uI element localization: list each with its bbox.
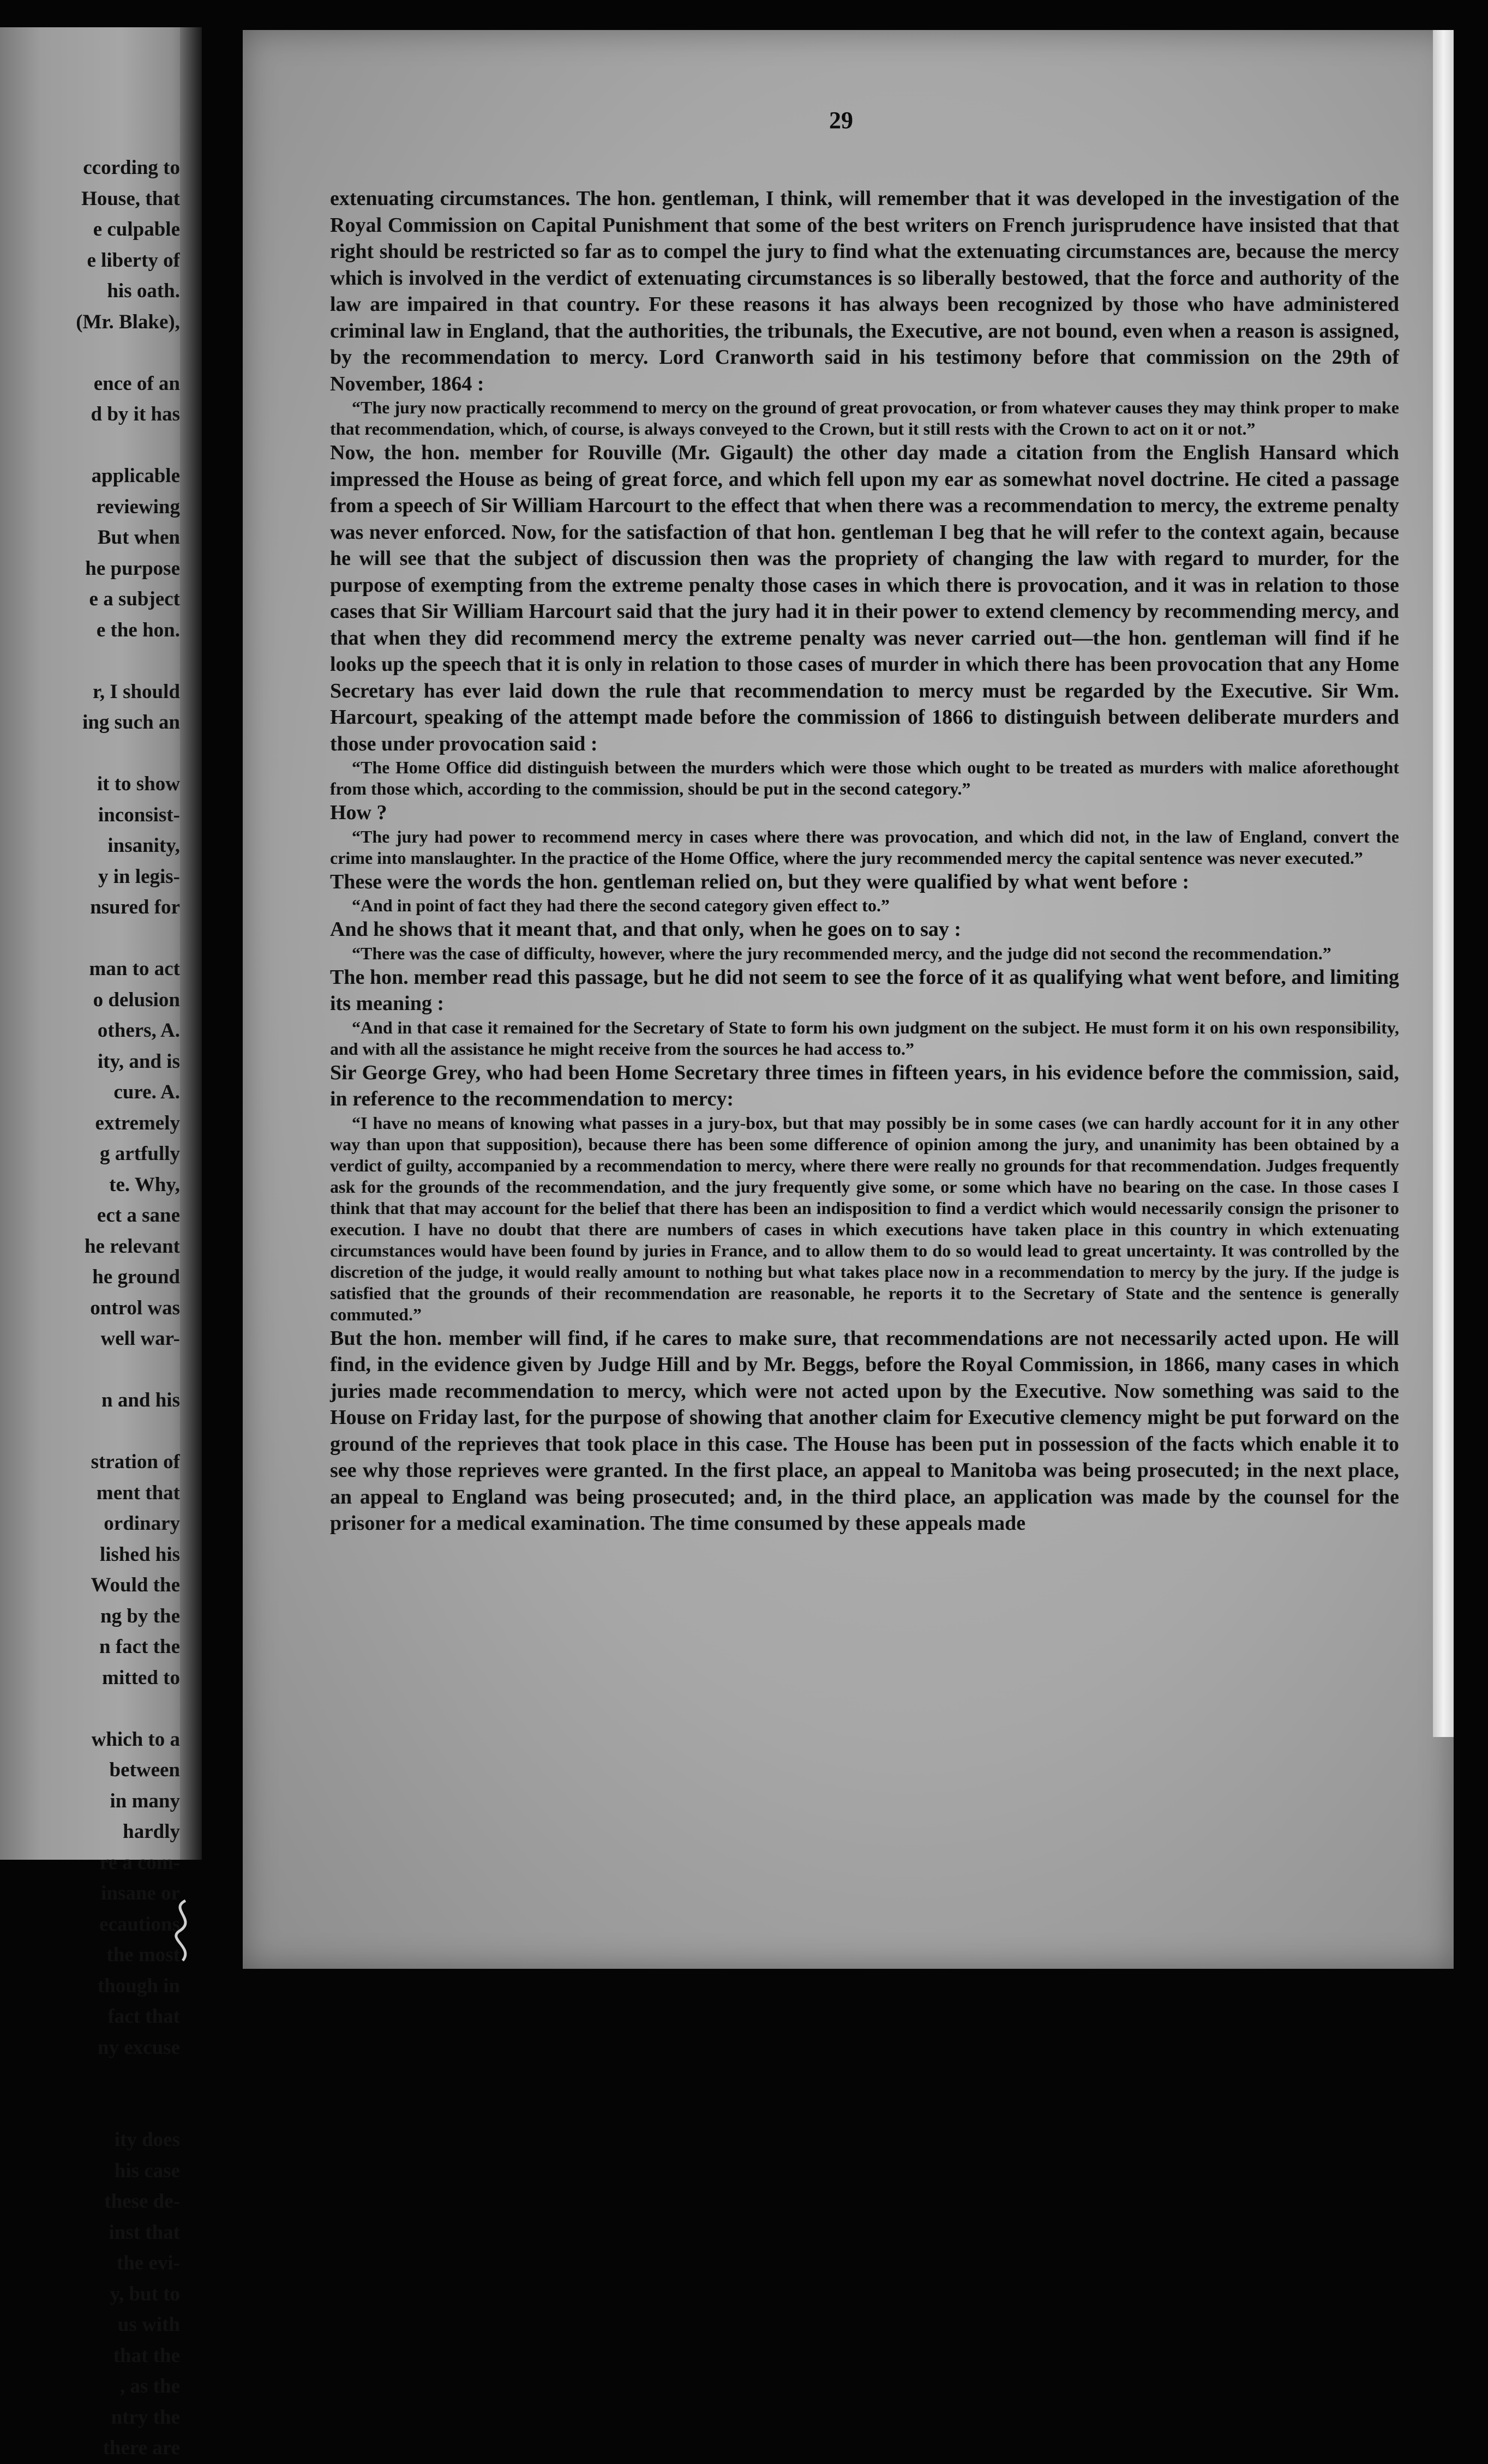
facing-page-line: ecautions xyxy=(99,1913,180,1936)
facing-page-line: ordinary xyxy=(104,1512,180,1535)
facing-page-line: extremely xyxy=(95,1111,180,1134)
paragraph: Sir George Grey, who had been Home Secretary three times in fifteen years, in his evidence before the commission, said, in reference to the recommendation to mercy: xyxy=(330,1061,1399,1110)
facing-page-line: which to a xyxy=(91,1728,180,1751)
document-page xyxy=(243,30,1454,1969)
facing-page-line: ity does xyxy=(114,2129,180,2151)
paragraph: But the hon. member will find, if he cares to make sure, that recommendations are not necessarily acted upon. He will find, in the evidence given by Judge Hill and by Mr. Beggs, before the Royal Commission, in 1866, many cases in which juries made recommendation to mercy, which were not acted upon by the Executive. Now something was said to the House on Friday last, for the purpose of showing that another claim for Executive clemency might be put forward on the ground of the reprieves that took place in this case. The House has been put in possession of the facts which enable it to see why those reprieves were granted. In the first place, an appeal to Manitoba was being prosecuted; in the next place, an appeal to England was being prosecuted; and, in the third place, an application was made by the counsel for the prisoner for a medical examination. The time consumed by these appeals made xyxy=(330,1326,1399,1535)
facing-page-line xyxy=(0,2063,180,2094)
paragraph: How ? xyxy=(330,801,387,824)
facing-page-line: ontrol was xyxy=(90,1296,180,1319)
facing-page-line: stration of xyxy=(91,1451,180,1473)
block-quote: “The jury had power to recommend mercy in cases where there was provocation, and which did not, in the law of England, convert the crime into manslaughter. In the practice of the Home Office, where the jury recommended mercy the capital sentence was never executed.” xyxy=(330,826,1399,868)
facing-page-line: re a com- xyxy=(99,1851,180,1874)
facing-page-line: man to act xyxy=(89,958,180,980)
facing-page-line: cure. A. xyxy=(113,1081,180,1103)
facing-page-line: others, A. xyxy=(97,1019,180,1042)
facing-page-line xyxy=(0,646,180,677)
facing-page-line: e culpable xyxy=(93,218,180,241)
facing-page-line xyxy=(0,430,180,461)
facing-page-line: applicable xyxy=(91,465,180,487)
facing-page-line: ny excuse xyxy=(97,2036,180,2059)
facing-page-line: lished his xyxy=(99,1543,180,1566)
facing-page-line xyxy=(0,923,180,954)
facing-page-line: ect a sane xyxy=(97,1204,180,1227)
facing-page-line xyxy=(0,338,180,369)
facing-page-line: insane or xyxy=(101,1882,180,1904)
facing-page-line: n fact the xyxy=(99,1636,180,1658)
facing-page-line: e liberty of xyxy=(87,249,180,272)
facing-page-text xyxy=(0,153,180,2464)
book-spine xyxy=(180,27,202,1860)
facing-page-line: insanity, xyxy=(107,834,180,857)
pen-mark-icon xyxy=(164,1898,207,1963)
paragraph: extenuating circumstances. The hon. gentleman, I think, will remember that it was developed in the investigation of the Royal Commission on Capital Punishment that some of the best writers on French jurisprudence have insisted that that right should be restricted so far as to compel the jury to find what the extenuating circumstances are, because the mercy which is involved in the verdict of extenuating circumstances is so liberally bestowed, that the force and authority of the law are impaired in that country. For these reasons it has always been recognized by those who have administered criminal law in England, that the authorities, the tribunals, the Executive, are not bound, even when a reason is assigned, by the recommendation to mercy. Lord Cranworth said in his testimony before that commission on the 29th of November, 1864 : xyxy=(330,187,1399,395)
facing-page-line xyxy=(0,1355,180,1386)
paragraph: Now, the hon. member for Rouville (Mr. Gigault) the other day made a citation from the English Hansard which impressed the House as being of great force, and which fell upon my ear as somewhat novel doctrine. He cited a passage from a speech of Sir William Harcourt to the effect that when there was a recommendation to mercy, the extreme penalty was never enforced. Now, for the satisfaction of that hon. gentleman I beg that he will refer to the context again, because he will see that the subject of discussion then was the propriety of changing the law with regard to murder, for the purpose of exempting from the extreme penalty those cases in which there is provocation, and it was in relation to those cases that Sir William Harcourt said that the jury had it in their power to extend clemency by recommending mercy, and that when they did recommend mercy the extreme penalty was never carried out—the hon. gentleman will find if he looks up the speech that it is only in relation to those cases of murder in which there has been provocation that any Home Secretary has ever laid down the rule that recommendation to mercy must be regarded by the Executive. Sir Wm. Harcourt, speaking of the attempt made before the commission of 1866 to distinguish between deliberate murders and those under provocation said : xyxy=(330,441,1399,755)
page-number: 29 xyxy=(829,107,853,134)
facing-page-line: te. Why, xyxy=(109,1173,180,1196)
paragraph: The hon. member read this passage, but he did not seem to see the force of it as qualifying what went before, and limiting its meaning : xyxy=(330,965,1399,1015)
facing-page-line: that the xyxy=(113,2344,180,2367)
facing-page-line: o delusion xyxy=(93,988,180,1011)
facing-page-line: (Mr. Blake), xyxy=(76,310,180,333)
facing-page-line: he ground xyxy=(92,1266,180,1288)
facing-page-line: well war- xyxy=(100,1327,180,1350)
block-quote: “And in point of fact they had there the second category given effect to.” xyxy=(352,896,890,915)
facing-page-line: ity, and is xyxy=(97,1050,180,1073)
facing-page-line: reviewing xyxy=(96,495,180,518)
facing-page-line: r, I should xyxy=(92,680,180,703)
facing-page-line xyxy=(0,1693,180,1724)
block-quote: “The Home Office did distinguish between the murders which were those which ought to be treated as murders with malice aforethought from those which, according to the commission, should be put in the second category.” xyxy=(330,758,1399,798)
facing-page-line: though in xyxy=(97,1974,180,1997)
facing-page-line: his oath. xyxy=(107,280,180,302)
facing-page-line: ence of an xyxy=(93,372,180,395)
facing-page-line: e a subject xyxy=(89,588,180,610)
facing-page-line: ng by the xyxy=(100,1604,180,1627)
facing-page-line: in many xyxy=(110,1789,180,1812)
page-edge xyxy=(1433,30,1454,1737)
facing-page-line: mitted to xyxy=(102,1666,180,1689)
paragraph: And he shows that it meant that, and that only, when he goes on to say : xyxy=(330,918,962,941)
facing-page-line: the evi- xyxy=(116,2252,180,2274)
facing-page-line: House, that xyxy=(81,187,180,210)
page-body xyxy=(330,185,1399,1537)
facing-page-fragment xyxy=(0,27,202,2459)
facing-page-line: d by it has xyxy=(91,403,180,425)
facing-page-line: there are xyxy=(103,2437,180,2459)
facing-page-line: hardly xyxy=(123,1820,180,1843)
facing-page-line xyxy=(0,1416,180,1447)
facing-page-line: between xyxy=(109,1759,180,1781)
block-quote: “I have no means of knowing what passes in a jury-box, but that may possibly be in some cases (we can hardly account for it in any other way than upon that supposition), because there has been some difference of opinion among the jury, and unanimity has been obtained by a verdict of guilty, accompanied by a recommendation to mercy, where there were really no grounds for that recommendation. Judges frequently ask for the grounds of the recommendation, and the jury frequently give some, or some which have no bearing on the case. In those cases I think that that may account for the belief that there has been an indisposition to find a verdict which would necessarily consign the prisoner to execution. I have no doubt that there are numbers of cases in which executions have taken place in this country in which extenuating circumstances would have been found by juries in France, and to allow them to do so would lead to great uncertainty. It was controlled by the discretion of the judge, it would really amount to nothing but what takes place now in a recommendation to mercy by the jury. If the judge is satisfied that the grounds of their recommendation are reasonable, he reports it to the Secretary of State and the sentence is generally commuted.” xyxy=(330,1113,1399,1324)
facing-page-line: inconsist- xyxy=(98,803,180,826)
facing-page-line: nsured for xyxy=(90,896,180,918)
block-quote: “And in that case it remained for the Secretary of State to form his own judgment on the subject. He must form it on his own responsibility, and with all the assistance he might receive from the sources he had access to.” xyxy=(330,1017,1399,1059)
facing-page-line: e the hon. xyxy=(96,618,180,641)
facing-page-line: he purpose xyxy=(85,557,180,580)
facing-page-line: , as the xyxy=(120,2375,180,2397)
facing-page-line: g artfully xyxy=(100,1143,180,1165)
facing-page-line: But when xyxy=(97,526,180,549)
block-quote: “The jury now practically recommend to mercy on the ground of great provocation, or from whatever causes they may think proper to make that recommendation, which, of course, is always conveyed to the Crown, but it still rests with the Crown to act on it or not.” xyxy=(330,398,1399,438)
facing-page-line: these de- xyxy=(104,2190,180,2213)
facing-page-line: Would the xyxy=(91,1574,180,1596)
paragraph: These were the words the hon. gentleman relied on, but they were qualified by what went before : xyxy=(330,870,1190,893)
facing-page-line: it to show xyxy=(97,773,180,795)
facing-page-line: fact that xyxy=(107,2005,180,2028)
facing-page-line: the most xyxy=(106,1944,180,1966)
facing-page-line: y in legis- xyxy=(98,865,180,888)
block-quote: “There was the case of difficulty, however, where the jury recommended mercy, and the judge did not second the recommendation.” xyxy=(352,943,1331,963)
facing-page-line: n and his xyxy=(101,1389,180,1411)
facing-page-line: ccording to xyxy=(83,157,180,179)
facing-page-line xyxy=(0,738,180,770)
facing-page-line xyxy=(0,2094,180,2125)
facing-page-line: ntry the xyxy=(111,2406,180,2429)
facing-page-line: inst that xyxy=(109,2221,180,2244)
facing-page-line: ment that xyxy=(96,1481,180,1504)
facing-page-line: he relevant xyxy=(84,1235,180,1258)
facing-page-line: us with xyxy=(117,2313,180,2336)
facing-page-line: ing such an xyxy=(82,711,180,734)
facing-page-line: y, but to xyxy=(110,2282,180,2305)
facing-page-line: his case xyxy=(114,2159,180,2182)
